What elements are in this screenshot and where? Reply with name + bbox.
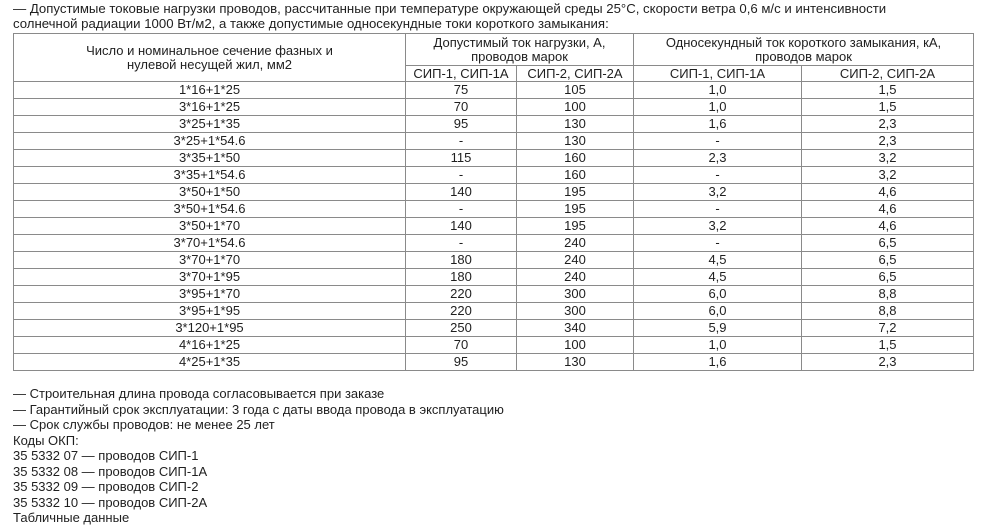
cell-short-sip2: 1,5 [802,82,974,99]
header-section: Число и номинальное сечение фазных и нулевой несущей жил, мм2 [14,34,406,82]
cell-short-sip2: 8,8 [802,303,974,320]
subheader-load-sip1: СИП-1, СИП-1А [406,66,517,82]
header-load-current: Допустимый ток нагрузки, А, проводов марок [406,34,634,66]
cell-short-sip1: 6,0 [634,286,802,303]
note-line: Коды ОКП: [13,432,79,448]
table-row [14,150,974,167]
cell-load-sip1: - [406,133,517,150]
cell-short-sip1: 3,2 [634,184,802,201]
cell-section: 3*50+1*70 [14,218,406,235]
cell-short-sip2: 4,6 [802,218,974,235]
cell-load-sip2: 195 [517,184,634,201]
cell-short-sip1: - [634,235,802,252]
cell-load-sip1: 220 [406,286,517,303]
note-line: — Срок службы проводов: не менее 25 лет [13,417,275,432]
table-row [14,99,974,116]
cell-section: 3*70+1*95 [14,269,406,286]
table-row [14,218,974,235]
cell-short-sip2: 4,6 [802,184,974,201]
cell-load-sip1: 75 [406,82,517,99]
cell-section: 3*120+1*95 [14,320,406,337]
table-row [14,286,974,303]
cell-short-sip2: 2,3 [802,133,974,150]
cell-load-sip1: - [406,235,517,252]
cell-short-sip1: 2,3 [634,150,802,167]
cell-section: 3*25+1*35 [14,116,406,133]
cell-section: 4*25+1*35 [14,354,406,371]
cell-load-sip1: 95 [406,354,517,371]
table-body [14,82,974,371]
cell-short-sip2: 8,8 [802,286,974,303]
cell-load-sip1: 220 [406,303,517,320]
cell-short-sip1: - [634,201,802,218]
cell-section: 3*35+1*50 [14,150,406,167]
cell-load-sip2: 130 [517,133,634,150]
cell-short-sip1: 1,6 [634,116,802,133]
cell-load-sip1: 70 [406,337,517,354]
cell-short-sip1: 5,9 [634,320,802,337]
cell-short-sip1: 4,5 [634,252,802,269]
cell-load-sip1: - [406,201,517,218]
cell-load-sip2: 195 [517,201,634,218]
cell-load-sip2: 300 [517,286,634,303]
cell-short-sip2: 1,5 [802,337,974,354]
cell-load-sip2: 240 [517,235,634,252]
cell-short-sip2: 6,5 [802,269,974,286]
table-row [14,133,974,150]
cell-load-sip2: 130 [517,354,634,371]
cell-load-sip1: 70 [406,99,517,116]
subheader-short-sip1: СИП-1, СИП-1А [634,66,802,82]
table-row [14,354,974,371]
cell-load-sip2: 240 [517,269,634,286]
subheader-short-sip2: СИП-2, СИП-2А [802,66,974,82]
cell-short-sip1: 1,6 [634,354,802,371]
cell-load-sip2: 160 [517,167,634,184]
cell-short-sip2: 3,2 [802,150,974,167]
cell-short-sip1: 6,0 [634,303,802,320]
cell-load-sip2: 100 [517,99,634,116]
cell-section: 1*16+1*25 [14,82,406,99]
cell-section: 3*95+1*70 [14,286,406,303]
cell-short-sip1: 1,0 [634,99,802,116]
current-ratings-table [13,33,974,371]
cell-section: 3*95+1*95 [14,303,406,320]
table-row [14,235,974,252]
note-line: 35 5332 08 — проводов СИП-1А [13,463,208,479]
table-row [14,252,974,269]
cell-short-sip2: 4,6 [802,201,974,218]
cell-short-sip1: - [634,167,802,184]
note-line: 35 5332 10 — проводов СИП-2А [13,494,208,510]
intro-line-1: — Допустимые токовые нагрузки проводов, рассчитанные при температуре окружающей среды 25°С, скорости ветра 0,6 м/с и интенсивности [13,1,887,16]
table-row [14,320,974,337]
cell-load-sip1: 250 [406,320,517,337]
table-row [14,167,974,184]
cell-short-sip1: 4,5 [634,269,802,286]
cell-short-sip1: 1,0 [634,337,802,354]
notes-section [13,386,504,526]
cell-load-sip1: 140 [406,184,517,201]
cell-short-sip2: 2,3 [802,116,974,133]
cell-load-sip2: 195 [517,218,634,235]
table-row [14,337,974,354]
header-short-circuit: Односекундный ток короткого замыкания, кА, проводов марок [634,34,974,66]
cell-section: 3*70+1*54.6 [14,235,406,252]
table-row [14,184,974,201]
cell-section: 3*70+1*70 [14,252,406,269]
note-line: 35 5332 09 — проводов СИП-2 [13,479,199,494]
subheader-load-sip2: СИП-2, СИП-2А [517,66,634,82]
cell-section: 4*16+1*25 [14,337,406,354]
cell-load-sip2: 100 [517,337,634,354]
cell-section: 3*25+1*54.6 [14,133,406,150]
cell-section: 3*50+1*50 [14,184,406,201]
cell-load-sip1: - [406,167,517,184]
intro-text [13,1,978,31]
cell-short-sip1: 3,2 [634,218,802,235]
cell-short-sip1: 1,0 [634,82,802,99]
note-line: Табличные данные [13,510,130,525]
cell-short-sip2: 6,5 [802,235,974,252]
cell-short-sip2: 7,2 [802,320,974,337]
cell-load-sip2: 130 [517,116,634,133]
note-line: 35 5332 07 — проводов СИП-1 [13,448,199,463]
cell-load-sip2: 160 [517,150,634,167]
cell-section: 3*16+1*25 [14,99,406,116]
cell-short-sip2: 3,2 [802,167,974,184]
note-line: — Строительная длина провода согласовывается при заказе [13,386,385,401]
intro-line-2: солнечной радиации 1000 Вт/м2, а также допустимые односекундные токи короткого замыкания: [13,16,609,31]
cell-load-sip2: 340 [517,320,634,337]
cell-load-sip1: 140 [406,218,517,235]
cell-short-sip2: 6,5 [802,252,974,269]
cell-section: 3*50+1*54.6 [14,201,406,218]
table-row [14,269,974,286]
note-line: — Гарантийный срок эксплуатации: 3 года с даты ввода провода в эксплуатацию [13,401,504,417]
cell-short-sip2: 1,5 [802,99,974,116]
cell-short-sip1: - [634,133,802,150]
cell-load-sip1: 95 [406,116,517,133]
table-row [14,201,974,218]
cell-load-sip2: 105 [517,82,634,99]
cell-load-sip2: 300 [517,303,634,320]
cell-section: 3*35+1*54.6 [14,167,406,184]
cell-load-sip1: 180 [406,269,517,286]
cell-load-sip1: 115 [406,150,517,167]
cell-short-sip2: 2,3 [802,354,974,371]
cell-load-sip1: 180 [406,252,517,269]
cell-load-sip2: 240 [517,252,634,269]
table-row [14,303,974,320]
table-row [14,116,974,133]
table-row [14,82,974,99]
